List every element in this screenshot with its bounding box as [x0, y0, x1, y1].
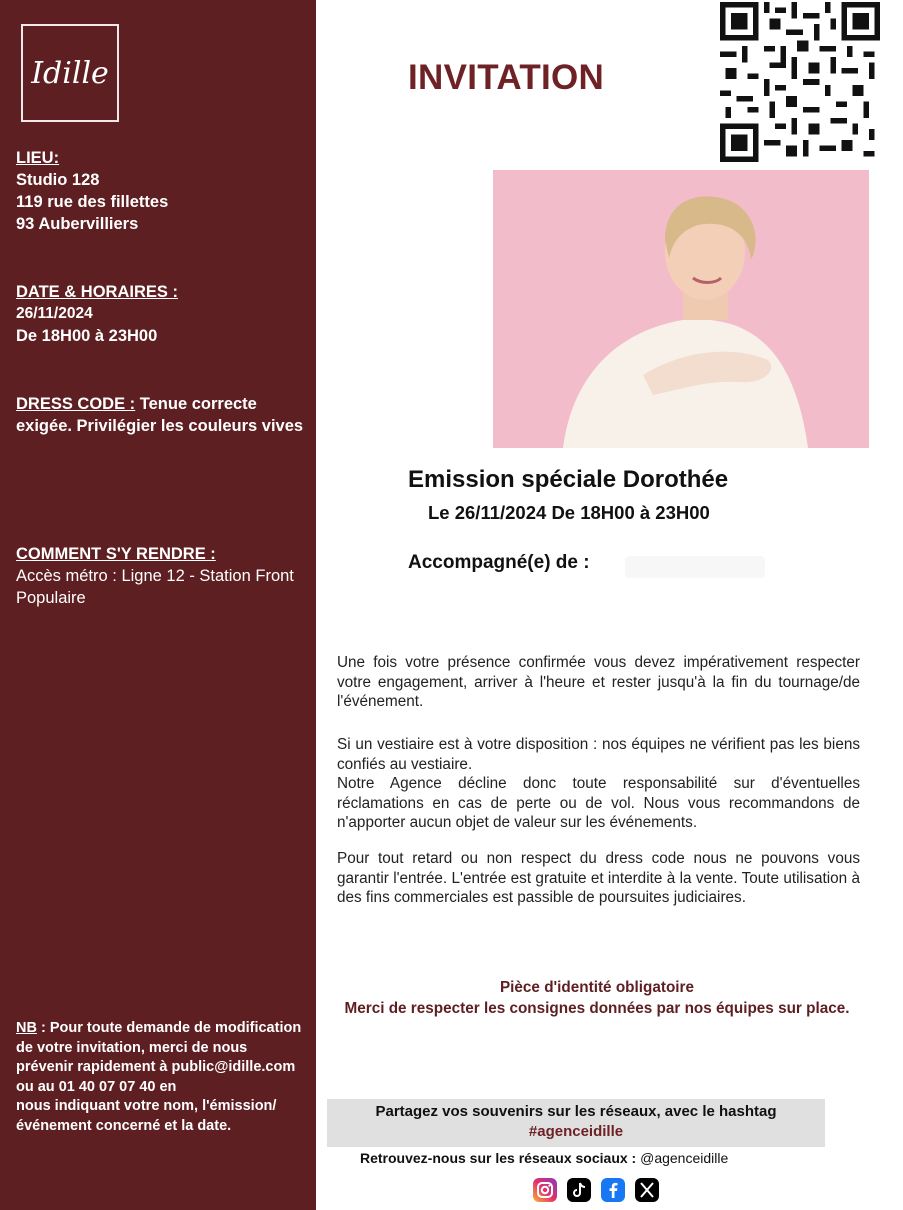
- event-date: Le 26/11/2024 De 18H00 à 23H00: [428, 502, 710, 523]
- tiktok-icon[interactable]: [567, 1178, 591, 1202]
- date-section: [16, 281, 306, 347]
- social-icons: [533, 1178, 659, 1202]
- invitation-title: INVITATION: [408, 58, 605, 97]
- lieu-section: [16, 147, 306, 235]
- social-label: Retrouvez-nous sur les réseaux sociaux :: [360, 1150, 637, 1166]
- dress-code-text: Tenue correcte exigée. Privilégier les couleurs vives: [16, 395, 304, 435]
- engagement-paragraph: Une fois votre présence confirmée vous devez impérativement respecter votre engagement, arriver à l'heure et rester jusqu'à la fin du tournage/de l'événement.: [337, 654, 860, 710]
- instagram-icon[interactable]: [533, 1178, 557, 1202]
- accompagne-label: Accompagné(e) de :: [408, 552, 590, 573]
- social-handle[interactable]: @agenceidille: [640, 1150, 729, 1166]
- dress-code-heading: DRESS CODE :: [16, 395, 136, 413]
- sidebar: [0, 0, 316, 1210]
- logo-text: Idille: [31, 55, 109, 91]
- share-text: Partagez vos souvenirs sur les réseaux, avec le hashtag: [375, 1103, 777, 1120]
- portrait-photo: [493, 170, 869, 448]
- access-section: [16, 543, 306, 609]
- nb-text-continued: nous indiquant votre nom, l'émission/événement concerné et la date.: [16, 1098, 277, 1134]
- lieu-line: 119 rue des fillettes: [16, 193, 169, 211]
- event-title: Emission spéciale Dorothée: [408, 466, 729, 493]
- nb-section: [16, 1019, 306, 1136]
- lieu-heading: LIEU:: [16, 149, 60, 167]
- vestiaire-text: Si un vestiaire est à votre disposition : nos équipes ne vérifient pas les biens confiés au vestiaire.: [337, 736, 860, 773]
- access-text: Accès métro : Ligne 12 - Station Front Populaire: [16, 567, 294, 607]
- id-required-text: Pièce d'identité obligatoire: [499, 979, 695, 996]
- responsabilite-text: Notre Agence décline donc toute responsabilité sur d'éventuelles réclamations en cas de perte ou de vol. Nous vous recommandons de n'apporter aucun objet de valeur sur les événements.: [337, 775, 860, 831]
- hashtag: #agenceidille: [528, 1123, 624, 1140]
- accompagne-value: [625, 556, 765, 578]
- consignes-text: Merci de respecter les consignes données par nos équipes sur place.: [344, 1000, 850, 1017]
- vestiaire-paragraph: [337, 735, 860, 833]
- facebook-icon[interactable]: [601, 1178, 625, 1202]
- date-heading: DATE & HORAIRES :: [16, 283, 178, 301]
- dress-code-section: [16, 393, 306, 437]
- lieu-line: Studio 128: [16, 171, 100, 189]
- share-box: [327, 1099, 825, 1147]
- access-heading: COMMENT S'Y RENDRE :: [16, 545, 216, 563]
- idille-logo: [21, 24, 119, 122]
- social-line: [360, 1149, 790, 1167]
- date-value: 26/11/2024: [16, 305, 93, 322]
- qr-code-icon: [720, 2, 880, 162]
- id-notice: [330, 977, 864, 1019]
- nb-text: : Pour toute demande de modification de votre invitation, merci de nous prévenir rapidement à public@idille.com ou au 01 40 07 07 40 en: [16, 1020, 302, 1095]
- x-icon[interactable]: [635, 1178, 659, 1202]
- hours-value: De 18H00 à 23H00: [16, 327, 158, 345]
- lieu-line: 93 Aubervilliers: [16, 215, 139, 233]
- nb-heading: NB: [16, 1020, 37, 1036]
- retard-paragraph: Pour tout retard ou non respect du dress code nous ne pouvons vous garantir l'entrée. L'entrée est gratuite et interdite à la vente. Toute utilisation à des fins commerciales est passible de poursuites judiciaires.: [337, 850, 860, 906]
